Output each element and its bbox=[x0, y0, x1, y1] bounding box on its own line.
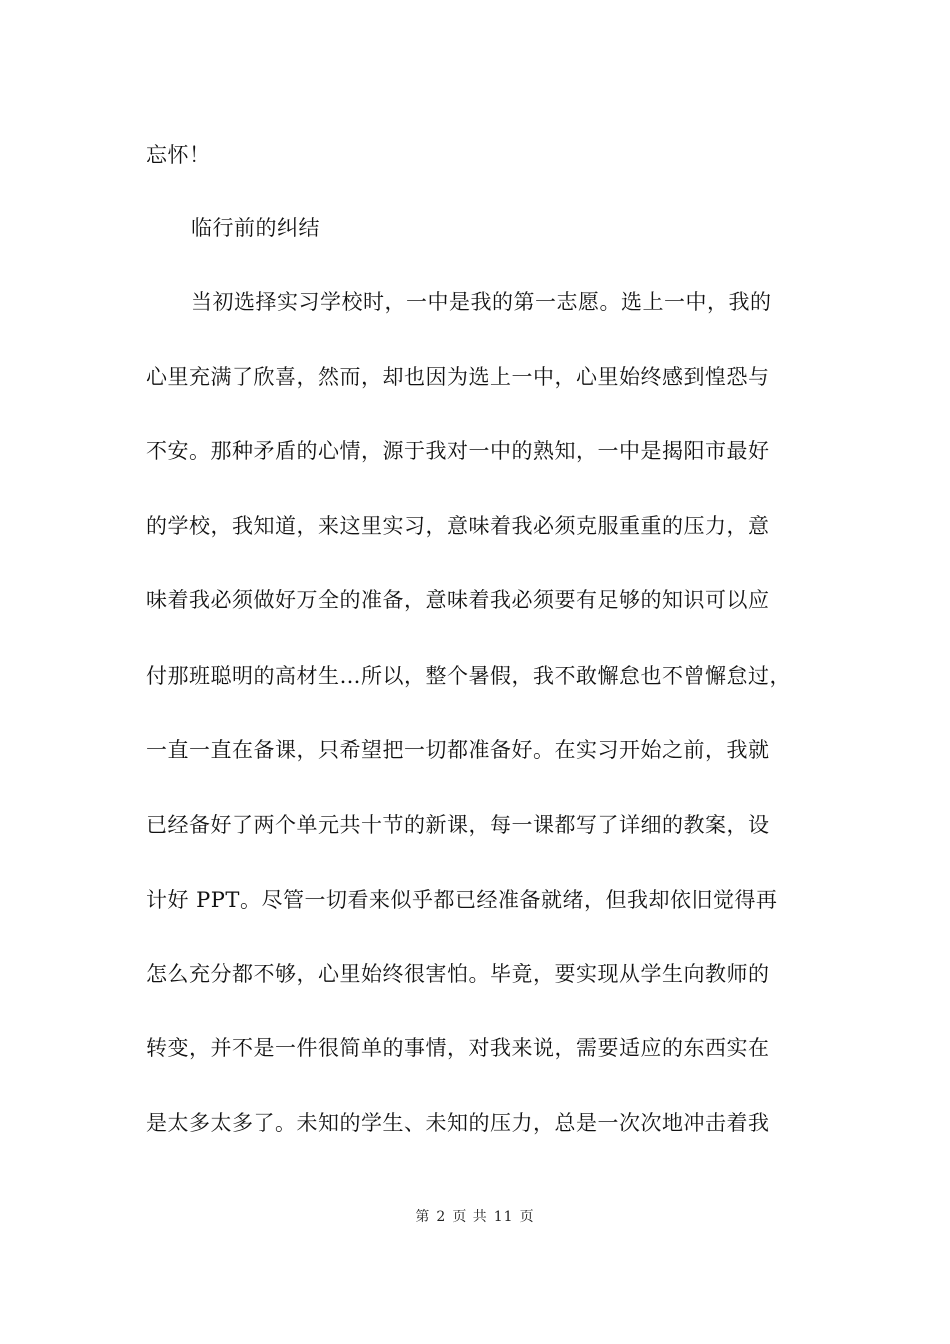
text-line: 一直一直在备课，只希望把一切都准备好。在实习开始之前，我就 bbox=[146, 738, 770, 762]
footer-middle: 页 共 bbox=[452, 1209, 488, 1225]
total-page-count: 11 bbox=[493, 1209, 514, 1225]
current-page-number: 2 bbox=[436, 1209, 447, 1225]
text-line: 当初选择实习学校时，一中是我的第一志愿。选上一中，我的 bbox=[191, 290, 772, 314]
text-line: 转变，并不是一件很简单的事情，对我来说，需要适应的东西实在 bbox=[146, 1036, 770, 1060]
text-line: 心里充满了欣喜，然而，却也因为选上一中，心里始终感到惶恐与 bbox=[146, 365, 770, 389]
page-footer bbox=[0, 1208, 950, 1226]
footer-suffix: 页 bbox=[519, 1209, 535, 1225]
text-line: 不安。那种矛盾的心情，源于我对一中的熟知，一中是揭阳市最好 bbox=[146, 439, 770, 463]
text-line: 的学校，我知道，来这里实习，意味着我必须克服重重的压力，意 bbox=[146, 514, 770, 538]
text-line: 怎么充分都不够，心里始终很害怕。毕竟，要实现从学生向教师的 bbox=[146, 962, 770, 986]
text-line: 忘怀！ bbox=[146, 143, 211, 167]
footer-prefix: 第 bbox=[415, 1209, 431, 1225]
text-line: 计好 PPT。尽管一切看来似乎都已经准备就绪，但我却依旧觉得再 bbox=[146, 888, 778, 912]
text-line: 味着我必须做好万全的准备，意味着我必须要有足够的知识可以应 bbox=[146, 588, 770, 612]
text-line: 已经备好了两个单元共十节的新课，每一课都写了详细的教案，设 bbox=[146, 813, 770, 837]
section-heading: 临行前的纠结 bbox=[191, 216, 320, 240]
text-line: 是太多太多了。未知的学生、未知的压力，总是一次次地冲击着我 bbox=[146, 1111, 770, 1135]
text-line: 付那班聪明的高材生…所以，整个暑假，我不敢懈怠也不曾懈怠过， bbox=[146, 664, 791, 688]
